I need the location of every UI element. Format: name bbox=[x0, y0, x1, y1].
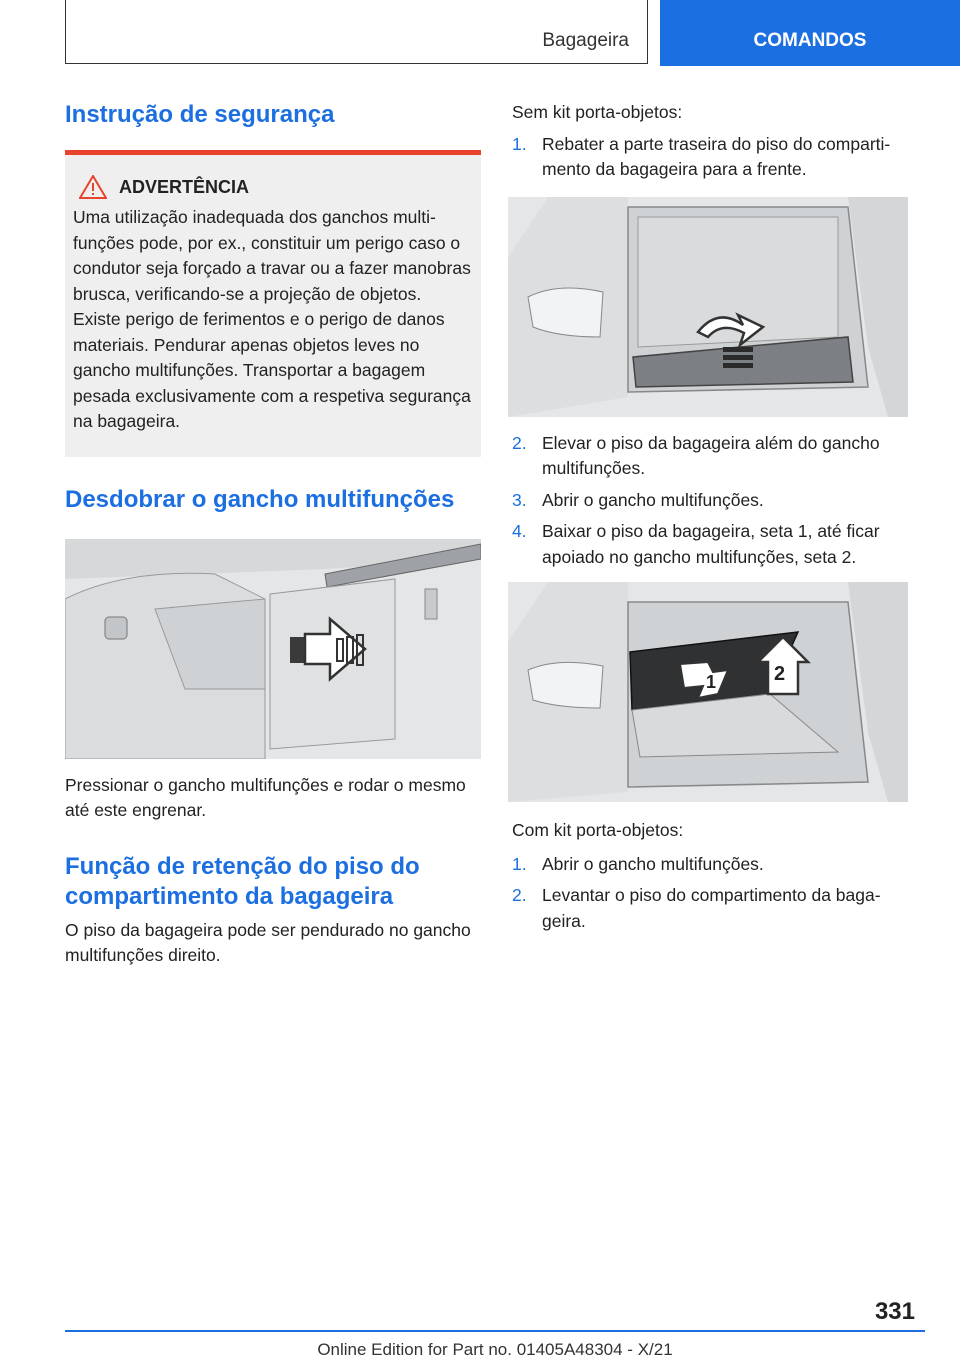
step-number: 2. bbox=[512, 885, 527, 905]
illustration-trunk-side-wall bbox=[65, 539, 481, 759]
list-item bbox=[512, 431, 912, 482]
step-text: Elevar o piso da bagageira além do gancho multifunções. bbox=[542, 432, 880, 478]
steps-with-kit bbox=[512, 852, 912, 935]
steps-without-kit-rest bbox=[512, 431, 912, 571]
figure-label-1: 1 bbox=[706, 672, 717, 692]
list-item bbox=[512, 132, 912, 183]
warning-box bbox=[65, 150, 481, 457]
footer-divider bbox=[65, 1330, 925, 1332]
step-text: Abrir o gancho multifunções. bbox=[542, 489, 764, 510]
intro-without-kit: Sem kit porta-objetos: bbox=[512, 102, 683, 122]
heading-unfold-hook: Desdobrar o gancho multifunções bbox=[65, 485, 455, 513]
page-footer bbox=[65, 1298, 925, 1360]
step-number: 4. bbox=[512, 521, 527, 541]
figure-label-2: 2 bbox=[774, 663, 786, 685]
figure-fold-floor bbox=[508, 197, 908, 417]
paragraph-press-hook: Pressionar o gancho multifunções e rodar o mesmo até este engrenar. bbox=[65, 774, 466, 820]
step-text: Rebater a parte traseira do piso do compartimento da bagageira para a frente. bbox=[542, 133, 891, 179]
page-number: 331 bbox=[874, 1298, 915, 1325]
illustration-trunk-floor-on-hook bbox=[508, 582, 908, 802]
warning-title-text: ADVERTÊNCIA bbox=[119, 176, 250, 197]
illustration-trunk-floor-folding bbox=[508, 197, 908, 417]
step-text: Abrir o gancho multifunções. bbox=[542, 853, 764, 874]
header-chapter-tab: COMANDOS bbox=[660, 0, 960, 66]
step-number: 1. bbox=[512, 853, 527, 874]
step-number: 2. bbox=[512, 432, 527, 453]
list-item bbox=[512, 852, 912, 878]
figure-lower-floor bbox=[508, 582, 908, 802]
footer-edition: Online Edition for Part no. 01405A48304 - X/21 bbox=[317, 1340, 673, 1359]
right-column bbox=[512, 100, 912, 940]
list-item bbox=[512, 519, 912, 570]
steps-without-kit-first bbox=[512, 132, 912, 183]
page-header bbox=[0, 0, 960, 66]
warning-text: Uma utilização inadequada dos ganchos multifunções pode, por ex., constituir um perigo caso o condutor seja forçado a travar ou a fazer manobras brusca, verificando-se a projeção de objetos. Existe perigo de ferimentos e o perigo de danos materiais. Pendurar apenas objetos leves no gancho multifunções. Transportar a bagagem pesada exclusivamente com a respetiva segurança na bagageira. bbox=[73, 207, 471, 431]
heading-floor-retention: Função de retenção do piso do compartimento da bagageira bbox=[65, 852, 420, 910]
header-section-title: Bagageira bbox=[542, 30, 629, 51]
heading-safety: Instrução de segurança bbox=[65, 101, 335, 128]
paragraph-floor-retention: O piso da bagageira pode ser pendurado no gancho multifunções direito. bbox=[65, 919, 471, 965]
list-item bbox=[512, 488, 912, 514]
step-text: Baixar o piso da bagageira, seta 1, até ficar apoiado no gancho multifunções, seta 2. bbox=[542, 521, 880, 567]
step-text: Levantar o piso do compartimento da bagageira. bbox=[542, 885, 881, 931]
step-number: 1. bbox=[512, 133, 527, 154]
list-item bbox=[512, 883, 912, 934]
intro-with-kit: Com kit porta-objetos: bbox=[512, 820, 684, 840]
header-section-box bbox=[65, 0, 648, 64]
warning-triangle-icon bbox=[79, 175, 107, 199]
figure-multifunction-hook bbox=[65, 539, 481, 759]
left-column bbox=[65, 100, 481, 969]
warning-title bbox=[79, 175, 473, 199]
step-number: 3. bbox=[512, 489, 527, 510]
